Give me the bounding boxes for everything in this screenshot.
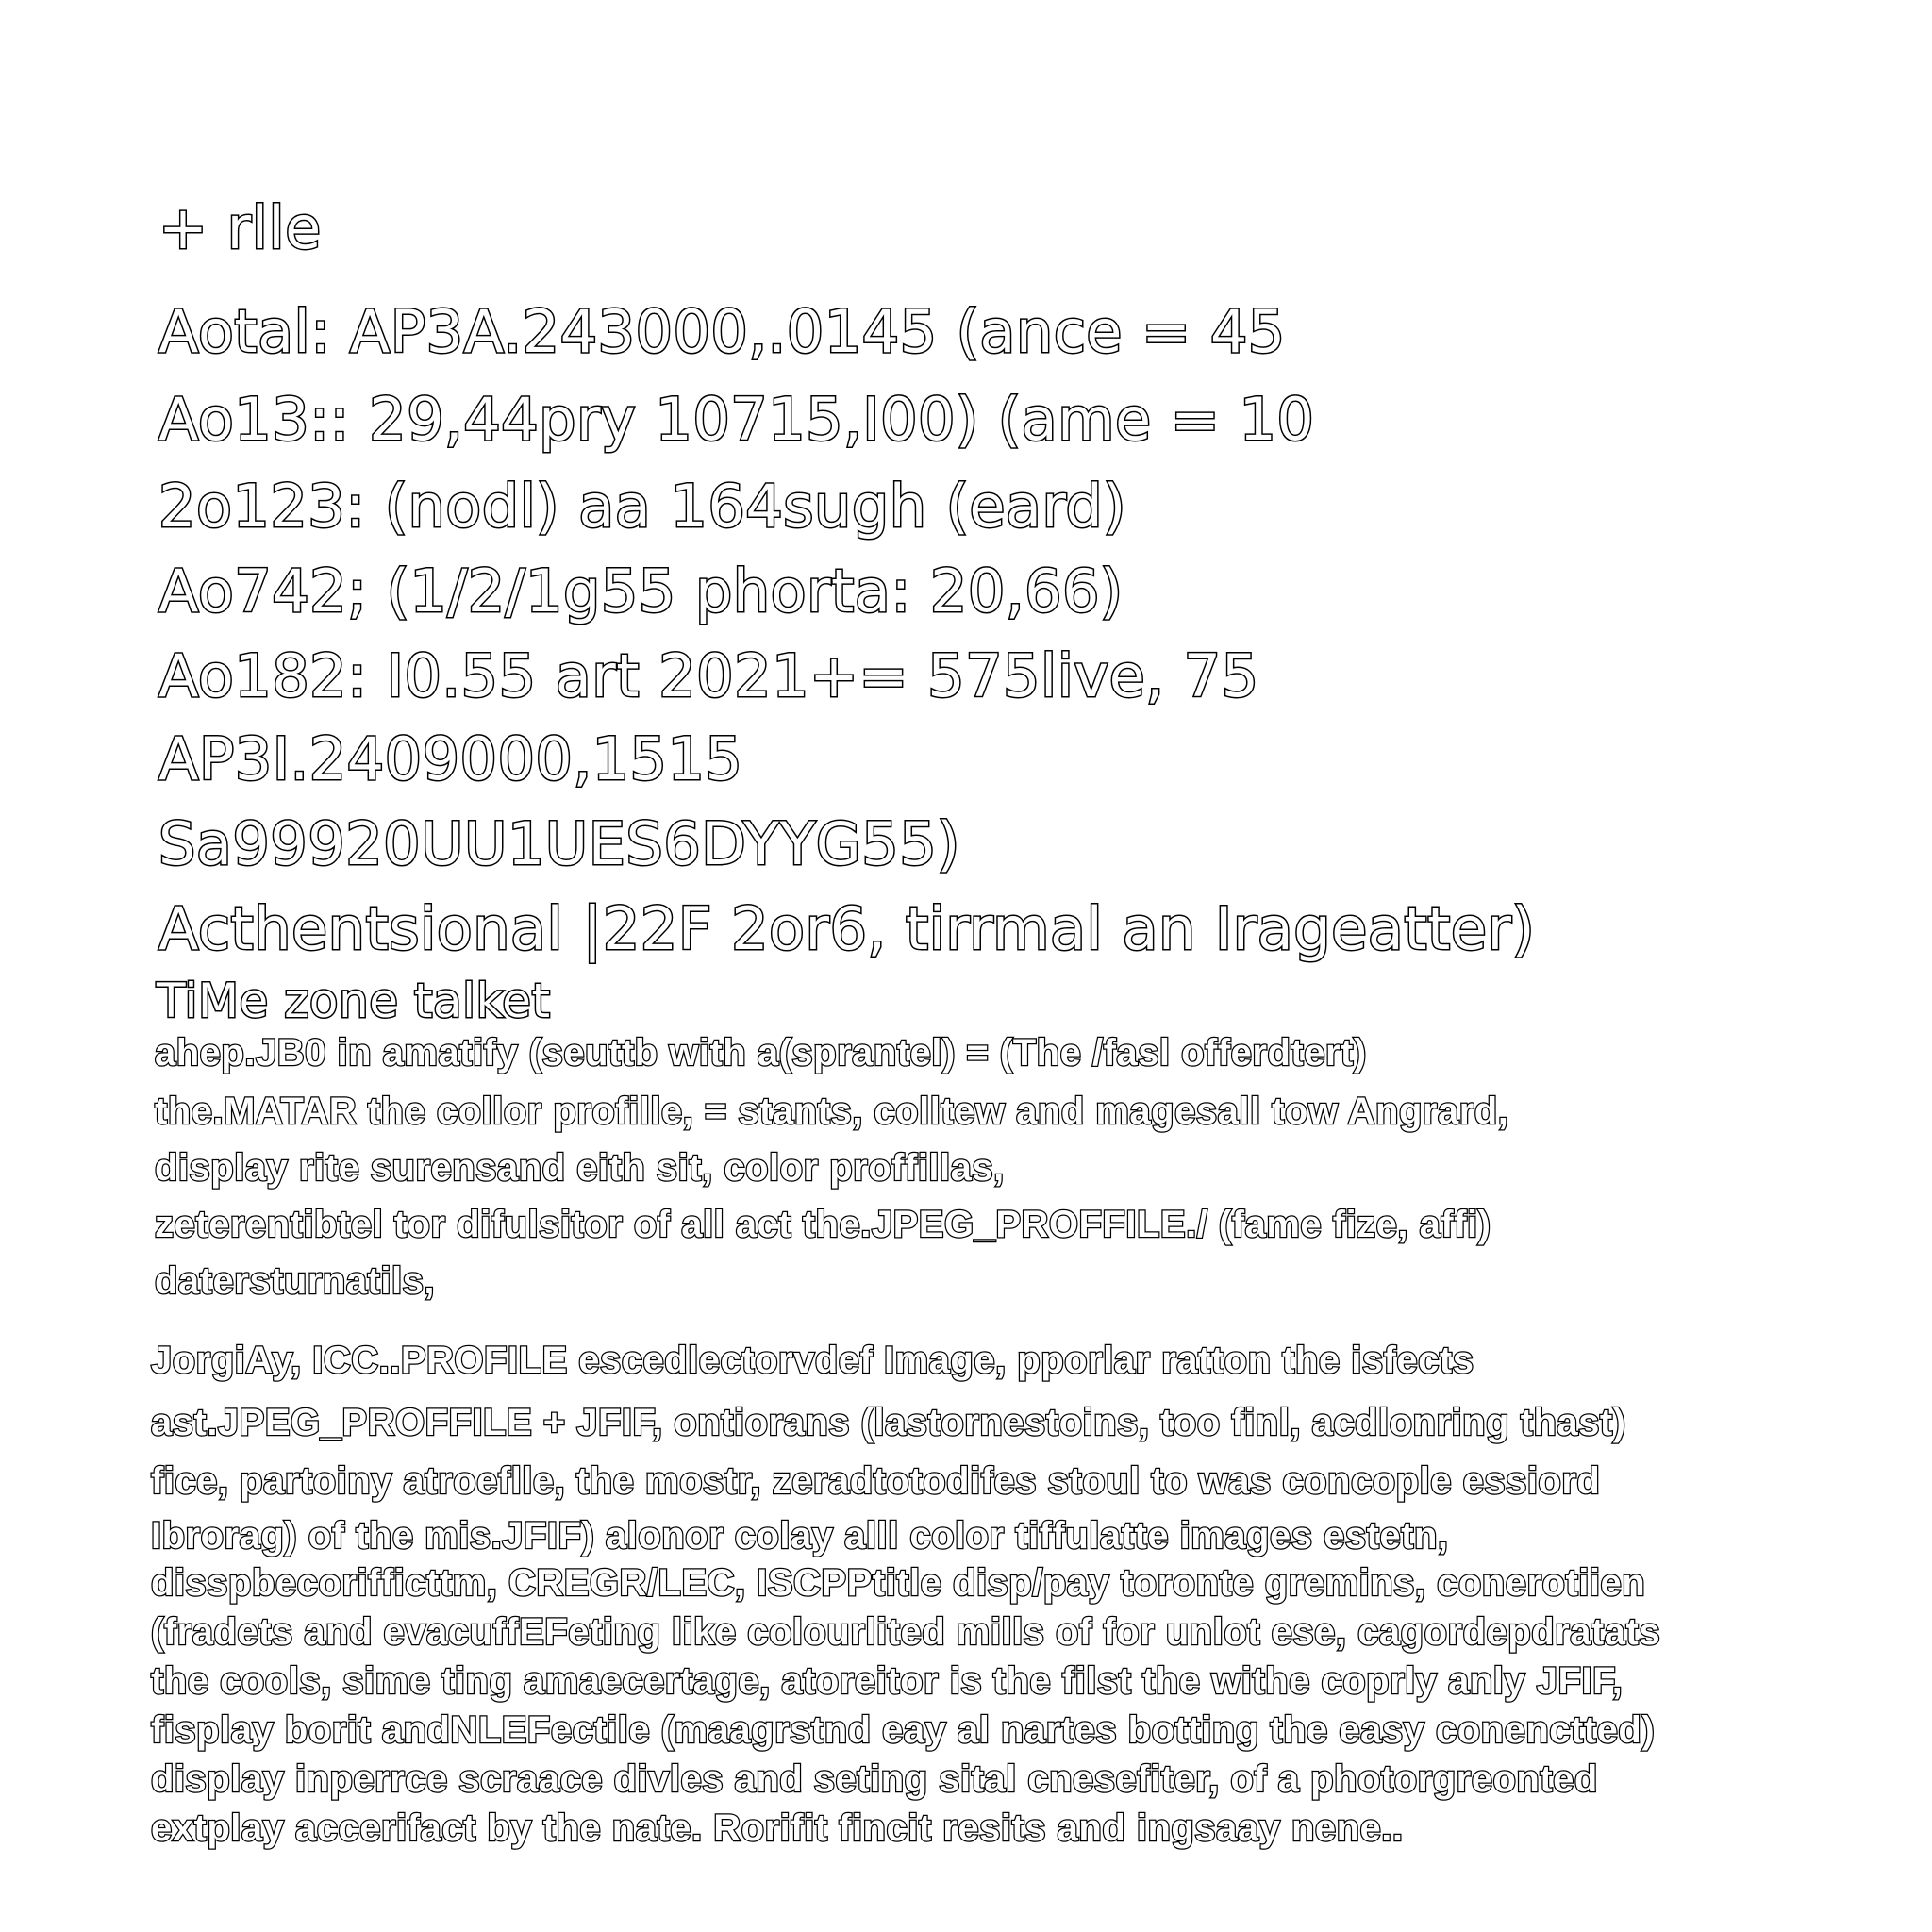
paragraph-2-line-10: extplay accerifact by the nate. Rorifit fincit resits and ingsaay nene.. (151, 1807, 1404, 1849)
heading-line-1: + rlle (158, 193, 322, 262)
paragraph-2-line-5: disspbecorifficttm, CREGR/LEC, ISCPPtitle disp/pay toronte gremins, conerotiien (151, 1562, 1646, 1604)
heading-line-9: Acthentsional |22F 2or6, tirrmal an Irageatter) (158, 894, 1536, 963)
heading-line-6: Ao182: I0.55 art 2021+= 575live, 75 (158, 641, 1259, 710)
heading-line-3: Ao13:: 29,44pry 10715,I00) (ame = 10 (158, 385, 1315, 454)
heading-line-2: Aotal: AP3A.243000,.0145 (ance = 45 (158, 297, 1286, 366)
paragraph-2-line-4: Ibrorag) of the mis.JFIF) alonor colay alll color tiffulatte images estetn, (151, 1515, 1449, 1557)
paragraph-1-line-2: the.MATAR the collor profille, = stants, colltew and magesall tow Angrard, (155, 1091, 1509, 1132)
paragraph-2-line-9: display inperrce scraace divles and seting sital cnesefiter, of a photorgreonted (151, 1758, 1598, 1800)
paragraph-2-line-8: fisplay borit andNLEFectile (maagrstnd eay al nartes botting the easy conenctted) (151, 1709, 1656, 1751)
subheading: TiMe zone talket (157, 974, 551, 1028)
heading-line-8: Sa99920UU1UES6DYYG55) (158, 809, 960, 878)
paragraph-2-line-7: the cools, sime ting amaecertage, atoreitor is the filst the withe coprly anly JFIF, (151, 1660, 1624, 1702)
paragraph-2-line-6: (fradets and evacuffEFeting like colourlited mills of for unlot ese, cagordepdratats (151, 1611, 1661, 1653)
paragraph-1-line-5: datersturnatils, (155, 1260, 435, 1302)
heading-line-7: AP3I.2409000,1515 (158, 724, 743, 793)
paragraph-1-line-3: display rite surensand eith sit, color proffillas, (155, 1147, 1005, 1189)
paragraph-2-line-2: ast.JPEG_PROFFILE + JFIF, ontiorans (lastornestoins, too finl, acdlonring thast) (151, 1402, 1626, 1443)
paragraph-2-line-1: JorgiAy, ICC..PROFILE escedlectorvdef Image, pporlar ratton the isfects (151, 1340, 1474, 1381)
paragraph-1-line-1: ahep.JB0 in amatify (seuttb with a(sprantel) = (The /fasl offerdtert) (155, 1032, 1367, 1074)
paragraph-2-line-3: fice, partoiny atroeflle, the mostr, zeradtotodifes stoul to was concople essiord (151, 1460, 1601, 1502)
heading-line-4: 2o123: (nodl) aa 164sugh (eard) (158, 472, 1126, 541)
heading-line-5: Ao742; (1/2/1g55 phorta: 20,66) (158, 557, 1124, 625)
paragraph-1-line-4: zeterentibtel tor difulsitor of all act the.JPEG_PROFFILE./ (fame fize, affi) (155, 1204, 1491, 1245)
